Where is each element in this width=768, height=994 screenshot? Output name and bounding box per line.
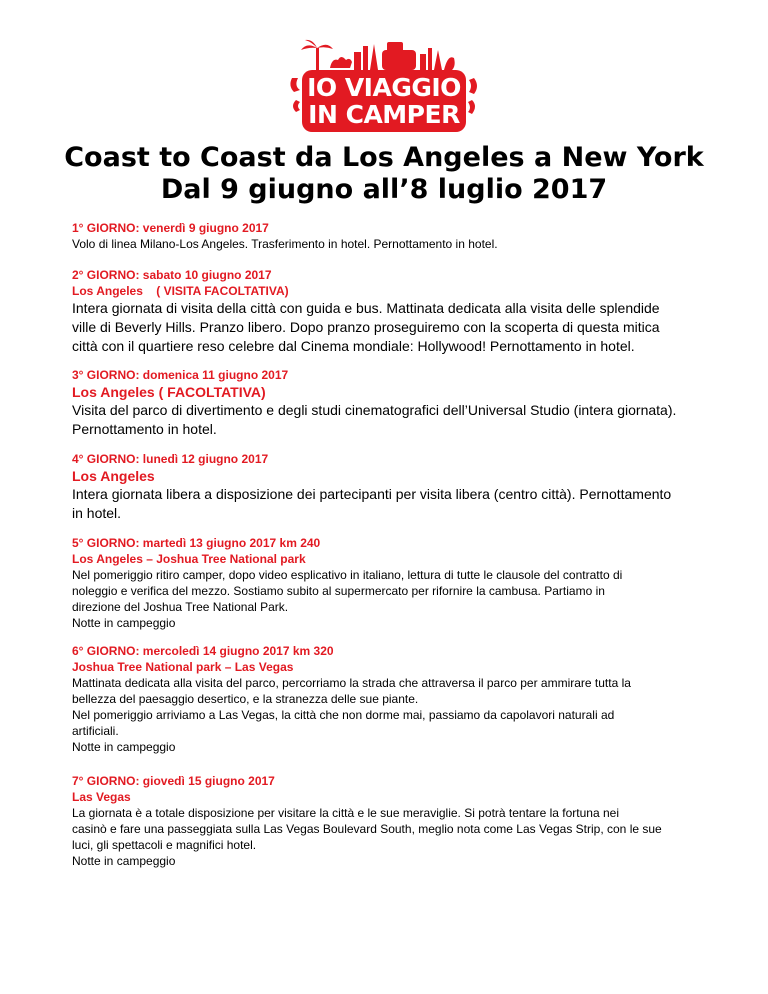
day-location: Los Angeles ( VISITA FACOLTATIVA) bbox=[72, 284, 289, 298]
day-location: Los Angeles bbox=[72, 468, 155, 484]
day-section bbox=[72, 535, 708, 631]
day-heading: 5° GIORNO: martedì 13 giugno 2017 km 240 bbox=[72, 536, 321, 550]
day-description: Intera giornata libera a disposizione dei partecipanti per visita libera (centro città). Pernottamento in hotel. bbox=[72, 486, 672, 521]
day-section bbox=[72, 220, 708, 252]
logo-text-line1: IO VIAGGIO bbox=[307, 73, 461, 102]
day-section bbox=[72, 367, 708, 439]
day-description: Visita del parco di divertimento e degli studi cinematografici dell’Universal Studio (intera giornata). Pernottamento in hotel. bbox=[72, 402, 677, 437]
day-description: Mattinata dedicata alla visita del parco, percorriamo la strada che attraversa il parco per ammirare tutta la bellezza del paesaggio desertico, e la stranezza delle sue piante. Nel pomeriggio arriviamo a Las Vegas, la città che non dorme mai, passiamo da capolavori naturali ad artificiali. Notte in campeggio bbox=[72, 676, 631, 754]
day-heading: 7° GIORNO: giovedì 15 giugno 2017 bbox=[72, 774, 275, 788]
io-viaggio-in-camper-logo bbox=[288, 38, 482, 134]
day-heading: 1° GIORNO: venerdì 9 giugno 2017 bbox=[72, 221, 269, 235]
day-location: Los Angeles – Joshua Tree National park bbox=[72, 552, 306, 566]
day-heading: 2° GIORNO: sabato 10 giugno 2017 bbox=[72, 268, 272, 282]
day-section bbox=[72, 643, 708, 755]
day-description: Intera giornata di visita della città con guida e bus. Mattinata dedicata alla visita delle splendide ville di Beverly Hills. Pranzo libero. Dopo pranzo proseguiremo con la scoperta di questa mitica città con il quartiere reso celebre dal Cinema mondiale: Hollywood! Pernottamento in hotel. bbox=[72, 300, 660, 354]
day-heading: 6° GIORNO: mercoledì 14 giugno 2017 km 320 bbox=[72, 644, 334, 658]
day-heading: 4° GIORNO: lunedì 12 giugno 2017 bbox=[72, 452, 269, 466]
day-section bbox=[72, 451, 708, 523]
day-section bbox=[72, 773, 708, 869]
page-title: Coast to Coast da Los Angeles a New York bbox=[64, 142, 704, 173]
day-section bbox=[72, 267, 708, 356]
page-subtitle: Dal 9 giugno all’8 luglio 2017 bbox=[160, 174, 608, 205]
day-description: La giornata è a totale disposizione per visitare la città e le sue meraviglie. Si potrà tentare la fortuna nei casinò e fare una passeggiata sulla Las Vegas Boulevard South, meglio nota come Las Vegas Strip, con le sue luci, gli spettacoli e magnifici hotel. Notte in campeggio bbox=[72, 806, 662, 868]
day-location: Los Angeles ( FACOLTATIVA) bbox=[72, 384, 266, 400]
day-description: Volo di linea Milano-Los Angeles. Trasferimento in hotel. Pernottamento in hotel. bbox=[72, 237, 498, 251]
day-heading: 3° GIORNO: domenica 11 giugno 2017 bbox=[72, 368, 289, 382]
day-description: Nel pomeriggio ritiro camper, dopo video esplicativo in italiano, lettura di tutte le clausole del contratto di noleggio e verifica del mezzo. Sostiamo subito al supermercato per rifornire la cambusa. Partiamo in direzione del Joshua Tree National Park. Notte in campeggio bbox=[72, 568, 623, 630]
day-location: Las Vegas bbox=[72, 790, 131, 804]
logo-text-line2: IN CAMPER bbox=[308, 100, 460, 129]
day-location: Joshua Tree National park – Las Vegas bbox=[72, 660, 294, 674]
